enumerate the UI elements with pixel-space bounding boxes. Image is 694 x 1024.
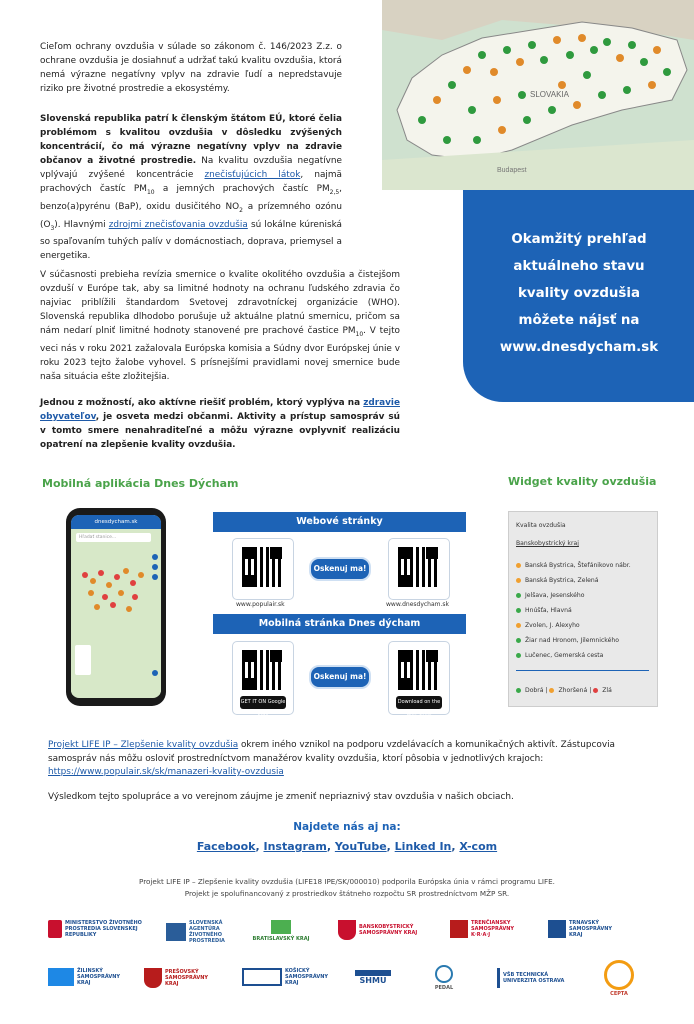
map-country-label: SLOVAKIA <box>530 90 569 99</box>
agency-logo <box>166 920 236 944</box>
subscript: 10 <box>355 330 364 338</box>
text-span: a prízemného ozónu (O <box>40 201 342 230</box>
text-span: Na kvalitu ovzdušia negatívne vplývajú zvýšené koncentrácie <box>40 156 342 180</box>
legend-good: Dobrá <box>525 687 544 694</box>
app-section-title: Mobilná aplikácia Dnes Dýcham <box>42 477 239 490</box>
legend-bad: Zlá <box>602 687 612 694</box>
qr-code-icon <box>242 547 282 587</box>
callout-url[interactable]: www.dnesdycham.sk <box>499 340 659 355</box>
project-paragraph <box>48 739 648 780</box>
legend-worse: Zhoršená <box>558 687 588 694</box>
status-dot <box>516 608 521 613</box>
qr-code-populair[interactable] <box>232 538 294 600</box>
cepta-logo <box>594 960 644 997</box>
map-city-label: Budapest <box>497 167 527 174</box>
qr-code-dnesdycham[interactable] <box>388 538 450 600</box>
presovsky-logo <box>144 968 224 988</box>
credits-line-1: Projekt LIFE IP – Zlepšenie kvality ovzdušia (LIFE18 IPE/SK/000010) podporila Európska únia v rámci programu LIFE. <box>139 877 555 886</box>
qr-code-icon <box>398 650 438 690</box>
logo-text: TRENČIANSKY SAMOSPRÁVNY K·R·A·J <box>471 920 515 938</box>
paragraph-2-bold: Slovenská republika patrí k členským štátom EÚ, ktoré čelia problémom s kvalitou ovzdušia v dôsledku zvýšených koncentrácií, čo má výrazne negatívny vplyv na zdravie občanov a životné prostredie. <box>40 114 342 166</box>
project-link[interactable]: Projekt LIFE IP – Zlepšenie kvality ovzdušia <box>48 740 239 750</box>
widget-station-3 <box>516 592 656 599</box>
callout-line-2: aktuálneho stavu <box>513 259 645 274</box>
station-name: Lučenec, Gemerská cesta <box>525 652 604 659</box>
url-dnesdycham[interactable]: www.dnesdycham.sk <box>386 601 449 608</box>
text-span: V súčasnosti prebieha revízia smernice o kvalite okolitého ovzdušia a čistejšom ovzduší v Európe tak, aby sa limitné hodnoty na ochranu ľudského zdravia čo najviac priblížili štandardom Svetovej zdravotníckej organizácie (WHO). Slovenská republika dlhodobo porušuje už aktuálne platnú smernicu, pričom sa nám nedarí plniť limitné hodnoty stanovené pre prachové častice PM <box>40 270 400 336</box>
widget-station-5 <box>516 622 656 629</box>
callout-line-3: kvality ovzdušia <box>517 286 641 301</box>
logo-text: PEDAL <box>434 985 454 991</box>
text-span: , najmä prachových častíc PM <box>40 170 342 194</box>
station-name: Banská Bystrica, Štefánikovo nábr. <box>525 562 631 569</box>
text-span: sú lokálne kúreniská so spaľovaním tuhých palív v domácnostiach, doprava, priemysel a energetika. <box>40 219 342 262</box>
widget-title: Kvalita ovzdušia <box>516 522 566 529</box>
station-name: Jelšava, Jesenského <box>525 592 585 599</box>
text-span: Jednou z možností, ako aktívne riešiť problém, ktorý vyplýva na <box>40 398 364 408</box>
worse-dot <box>549 688 554 693</box>
health-link[interactable]: zdravie obyvateľov <box>40 398 400 422</box>
scan-me-badge: Oskenuj ma! <box>309 665 371 689</box>
managers-url[interactable]: https://www.populair.sk/sk/manazeri-kvality-ovzdusia <box>48 767 284 777</box>
app-header: dnesdycham.sk <box>71 515 161 529</box>
logo-text: SHMU <box>359 976 387 985</box>
subscript: 2 <box>239 206 243 214</box>
text-span: , je osveta medzi občanmi. Aktivity a prístup samospráv sú v tomto smere nenahraditeľné a môžu výrazne ovplyvniť realizáciu opatrení na zlepšenie kvality ovzdušia. <box>40 412 400 450</box>
subscript: 3 <box>50 224 55 232</box>
logo-text: SLOVENSKÁ AGENTÚRA ŽIVOTNÉHO PROSTREDIA <box>189 920 225 944</box>
crest-icon <box>338 920 356 940</box>
coat-of-arms-icon <box>48 920 62 938</box>
logo-text: BRATISLAVSKÝ KRAJ <box>252 936 310 942</box>
intro-paragraph-1: Cieľom ochrany ovzdušia v súlade so zákonom č. 146/2023 Z.z. o ochrane ovzdušia je dosiahnuť a udržať takú kvalitu ovzdušia, ktorá nemá výrazne negatívny vplyv na zdravie ľudí a nepredstavuje riziko pre životné prostredie a ekosystémy. <box>40 42 342 94</box>
logo-text: KOŠICKÝ SAMOSPRÁVNY KRAJ <box>285 968 329 986</box>
separator: , <box>451 840 460 853</box>
credits <box>0 876 694 900</box>
crest-icon <box>548 920 566 938</box>
phone-mockup <box>66 508 166 706</box>
subscript: 2,5 <box>329 188 340 196</box>
bad-dot <box>593 688 598 693</box>
air-quality-widget <box>508 511 658 707</box>
widget-legend: Dobrá | Zhoršená | Zlá <box>516 687 656 694</box>
widget-station-4 <box>516 607 656 614</box>
logo-text: VŠB TECHNICKÁ UNIVERZITA OSTRAVA <box>503 972 565 984</box>
app-store-badge[interactable]: Download on the App Store <box>396 696 442 709</box>
widget-station-6 <box>516 637 656 644</box>
dnesdycham-callout <box>463 190 694 402</box>
vsb-logo <box>497 968 577 988</box>
x-com-link[interactable]: X-com <box>459 840 498 853</box>
callout-line-4: môžete nájsť na <box>518 313 640 328</box>
bratislava-icon <box>271 920 291 934</box>
social-heading: Najdete nás aj na: <box>293 821 401 833</box>
widget-station-1 <box>516 562 656 569</box>
result-paragraph: Výsledkom tejto spolupráce a vo verejnom záujme je zmeniť nepriaznivý stav ovzdušia v našich obciach. <box>48 792 514 802</box>
linkedin-link[interactable]: Linked In <box>394 840 452 853</box>
banskobystricky-logo <box>338 920 433 940</box>
qr-code-app-store[interactable] <box>388 641 450 718</box>
status-dot <box>516 563 521 568</box>
widget-section-title: Widget kvality ovzdušia <box>508 475 657 488</box>
logo-text: MINISTERSTVO ŽIVOTNÉHO PROSTREDIA SLOVENSKEJ REPUBLIKY <box>65 920 142 938</box>
youtube-link[interactable]: YouTube <box>334 840 387 853</box>
text-span: ). Hlavnými <box>54 219 109 230</box>
pedal-icon <box>435 965 453 983</box>
status-dot <box>516 638 521 643</box>
social-links <box>0 840 694 853</box>
qr-code-icon <box>242 650 282 690</box>
status-dot <box>516 578 521 583</box>
logo-text: ŽILINSKÝ SAMOSPRÁVNY KRAJ <box>77 968 121 986</box>
text-span: okrem iného vznikol na podporu vzdelávacích a komunikačných aktivít. Zástupcovia samospráv nás môžu osloviť prostredníctvom manažérov kvality ovzdušia, ktorí pôsobia v jednotlivých krajoch: <box>48 740 615 764</box>
url-populair[interactable]: www.populair.sk <box>236 601 285 608</box>
instagram-link[interactable]: Instagram <box>263 840 327 853</box>
ministry-logo <box>48 920 148 938</box>
cepta-icon <box>604 960 634 990</box>
scan-me-badge: Oskenuj ma! <box>309 557 371 581</box>
air-quality-map <box>382 0 694 190</box>
intro-paragraph-3 <box>40 268 400 384</box>
widget-station-2 <box>516 577 656 584</box>
zilinsky-logo <box>48 968 123 986</box>
qr-code-icon <box>398 547 438 587</box>
widget-divider <box>516 670 649 671</box>
app-map <box>71 545 161 695</box>
logo-text: CEPTA <box>610 991 628 997</box>
intro-paragraph-2 <box>40 112 342 263</box>
logo-text: TRNAVSKÝ SAMOSPRÁVNY KRAJ <box>569 920 613 938</box>
intro-paragraph-4 <box>40 396 400 452</box>
text-span: . V tejto veci nás v roku 2021 zažalovala Európska komisia a Súdny dvor Európskej únie v roku 2023 tejto žalobe vyhovel. S prísnejšími pravidlami novej smernice bude naša situácia ešte zložitejšia. <box>40 326 400 382</box>
widget-station-7 <box>516 652 656 659</box>
agency-icon <box>166 923 186 941</box>
trnavsky-logo <box>548 920 638 938</box>
google-play-badge[interactable]: GET IT ON Google Play <box>240 696 286 709</box>
kosicky-logo <box>242 968 330 986</box>
trenciansky-logo <box>450 920 535 938</box>
zilinsky-icon <box>48 968 74 986</box>
subscript: 10 <box>146 188 155 196</box>
callout-line-1: Okamžitý prehľad <box>511 232 647 247</box>
status-dot <box>516 653 521 658</box>
facebook-link[interactable]: Facebook <box>196 840 256 853</box>
logo-text: BANSKOBYSTRICKÝ SAMOSPRÁVNY KRAJ <box>359 924 418 936</box>
credits-line-2: Projekt je spolufinancovaný z prostriedkov štátneho rozpočtu SR prostredníctvom MŽP SR. <box>184 889 510 898</box>
ksk-icon <box>242 968 282 986</box>
crest-icon <box>450 920 468 938</box>
widget-region[interactable]: Banskobystrický kraj <box>516 540 579 547</box>
good-dot <box>516 688 521 693</box>
station-name: Zvolen, J. Alexyho <box>525 622 580 629</box>
web-title-bar: Webové stránky <box>213 512 466 532</box>
station-name: Žiar nad Hronom, Jilemnického <box>525 637 619 644</box>
mobile-title-bar: Mobilná stránka Dnes dýcham <box>213 614 466 634</box>
separator: , <box>255 840 264 853</box>
separator: , <box>386 840 395 853</box>
map-graphic <box>382 0 694 190</box>
crest-icon <box>144 968 162 988</box>
bratislava-logo <box>246 920 316 942</box>
station-name: Hnúšťa, Hlavná <box>525 607 572 614</box>
status-dot <box>516 623 521 628</box>
status-dot <box>516 593 521 598</box>
text-span: a jemných prachových častíc PM <box>154 184 330 194</box>
qr-code-google-play[interactable] <box>232 641 294 718</box>
vsb-icon <box>497 968 500 988</box>
station-name: Banská Bystrica, Zelená <box>525 577 599 584</box>
pollutants-link[interactable]: znečisťujúcich látok <box>204 170 301 180</box>
shmu-logo <box>348 970 398 984</box>
pollution-sources-link[interactable]: zdrojmi znečisťovania ovzdušia <box>108 219 248 230</box>
text-span: , benzo(a)pyrénu (BaP), oxidu dusičitého NO <box>40 184 342 212</box>
app-search-input[interactable]: Hľadať stanice... <box>76 533 151 542</box>
logo-text: PREŠOVSKÝ SAMOSPRÁVNY KRAJ <box>165 969 209 987</box>
separator: , <box>326 840 335 853</box>
pedal-logo <box>424 965 464 991</box>
